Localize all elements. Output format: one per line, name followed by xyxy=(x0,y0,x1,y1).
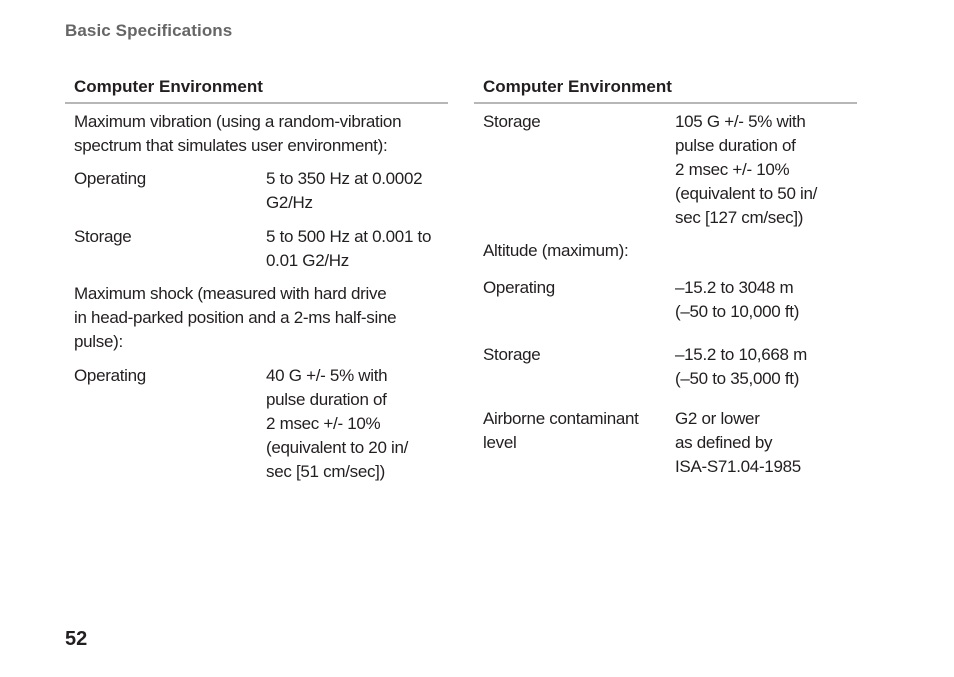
page-number: 52 xyxy=(65,628,88,650)
shock-storage-label: Storage xyxy=(483,112,541,131)
shock-storage-value: 105 G +/- 5% with pulse duration of 2 msec +/- 10% (equivalent to 50 in/ sec [127 cm/sec]) xyxy=(675,112,818,227)
right-spec-table xyxy=(474,75,857,476)
altitude-operating-value: –15.2 to 3048 m (–50 to 10,000 ft) xyxy=(675,278,800,321)
vibration-storage-label: Storage xyxy=(74,227,132,246)
shock-intro: Maximum shock (measured with hard drive in head-parked position and a 2-ms half-sine pulse): xyxy=(74,284,397,351)
contaminant-label: Airborne contaminant level xyxy=(483,409,639,452)
altitude-operating-label: Operating xyxy=(483,278,555,297)
altitude-storage-label: Storage xyxy=(483,345,541,364)
vibration-storage-value: 5 to 500 Hz at 0.001 to 0.01 G2/Hz xyxy=(266,227,432,270)
vibration-operating-value: 5 to 350 Hz at 0.0002 G2/Hz xyxy=(266,169,423,212)
left-table-header: Computer Environment xyxy=(65,75,448,104)
section-title: Basic Specifications xyxy=(65,21,233,40)
left-spec-table xyxy=(65,75,448,481)
altitude-storage-value: –15.2 to 10,668 m (–50 to 35,000 ft) xyxy=(675,345,807,388)
shock-operating-value: 40 G +/- 5% with pulse duration of 2 msec +/- 10% (equivalent to 20 in/ sec [51 cm/sec]) xyxy=(266,366,409,481)
right-table-header: Computer Environment xyxy=(474,75,857,104)
altitude-intro: Altitude (maximum): xyxy=(483,241,629,260)
vibration-operating-label: Operating xyxy=(74,169,146,188)
shock-operating-label: Operating xyxy=(74,366,146,385)
vibration-intro: Maximum vibration (using a random-vibration spectrum that simulates user environment): xyxy=(74,112,402,155)
contaminant-value: G2 or lower as defined by ISA-S71.04-1985 xyxy=(675,409,801,476)
